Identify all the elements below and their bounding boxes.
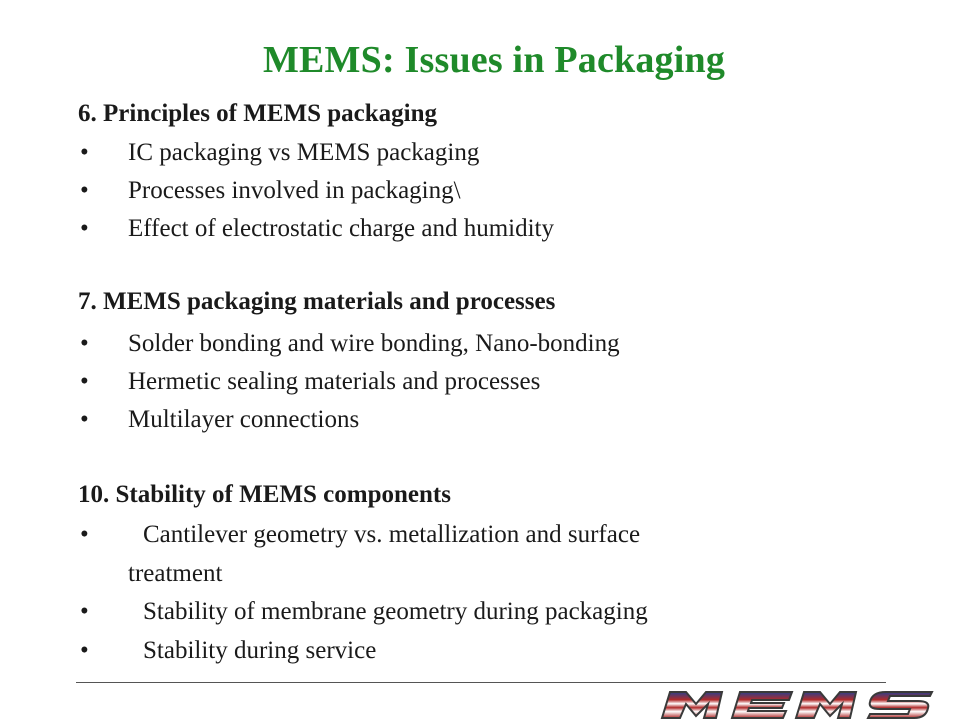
- bullet-icon: •: [80, 177, 89, 204]
- section-heading-7: 7. MEMS packaging materials and processes: [78, 288, 556, 315]
- list-item: Stability during service: [143, 637, 377, 664]
- list-item: Processes involved in packaging\: [128, 177, 461, 204]
- section-heading-10: 10. Stability of MEMS components: [78, 481, 451, 508]
- list-item: Solder bonding and wire bonding, Nano-bonding: [128, 330, 620, 357]
- bullet-icon: •: [80, 215, 89, 242]
- list-item-continuation: treatment: [128, 560, 223, 587]
- bullet-icon: •: [80, 637, 89, 664]
- list-item: Multilayer connections: [128, 406, 360, 433]
- bullet-icon: •: [80, 330, 89, 357]
- section-heading-6: 6. Principles of MEMS packaging: [78, 100, 438, 127]
- list-item: Stability of membrane geometry during packaging: [143, 598, 648, 625]
- slide-title: MEMS: Issues in Packaging: [262, 39, 726, 81]
- footer-divider: [76, 682, 886, 683]
- bullet-icon: •: [80, 368, 89, 395]
- bullet-icon: •: [80, 598, 89, 625]
- list-item: IC packaging vs MEMS packaging: [128, 139, 480, 166]
- bullet-icon: •: [80, 521, 89, 548]
- bullet-icon: •: [80, 406, 89, 433]
- mems-logo: [656, 686, 956, 720]
- list-item: Hermetic sealing materials and processes: [128, 368, 541, 395]
- list-item: Effect of electrostatic charge and humidity: [128, 215, 554, 242]
- list-item: Cantilever geometry vs. metallization and surface: [143, 521, 641, 548]
- bullet-icon: •: [80, 139, 89, 166]
